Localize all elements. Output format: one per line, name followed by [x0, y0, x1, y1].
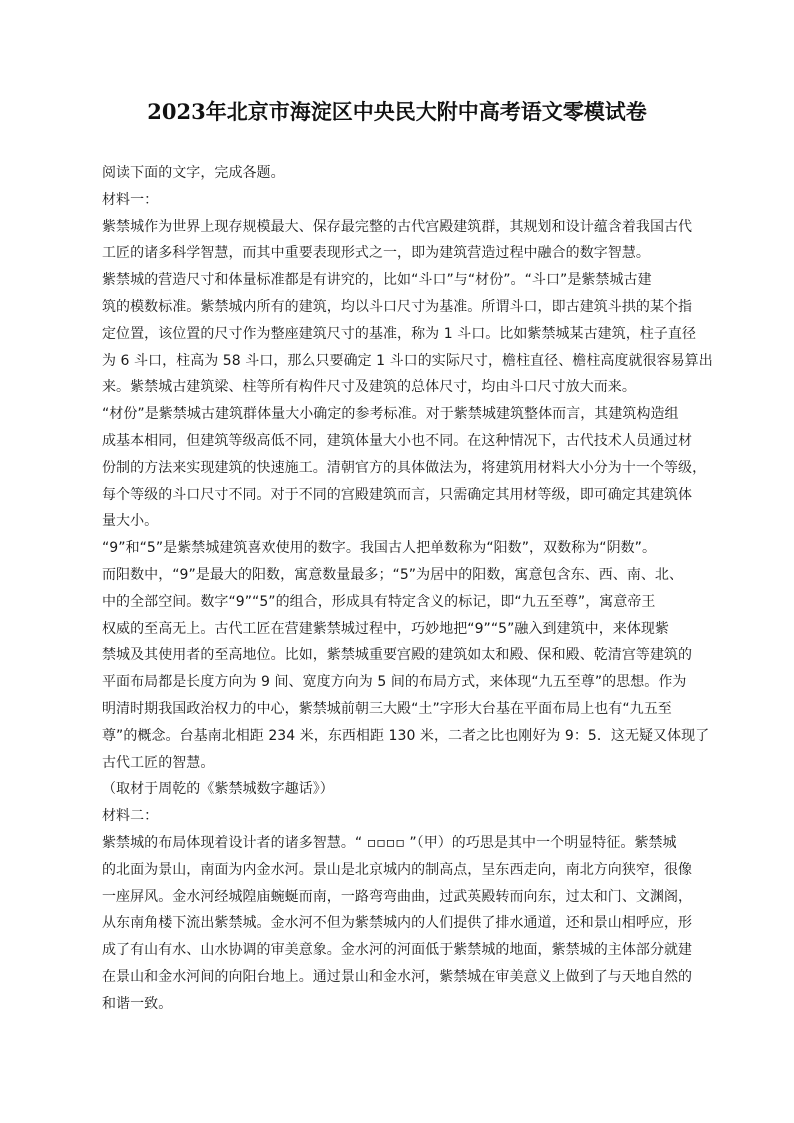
text-line: 量大小。: [102, 513, 159, 530]
text-line: 筑的模数标准。紫禁城内所有的建筑，均以斗口尺寸为基准。所谓斗口，即古建筑斗拱的某个指: [102, 298, 693, 315]
text-line: 中的全部空间。数字“9”“5”的组合，形成具有特定含义的标记，即“九五至尊”，寓意帝王: [102, 593, 656, 610]
document-title: 2023年北京市海淀区中央民大附中高考语文零模试卷: [147, 99, 647, 124]
text-line: 来。紫禁城古建筑梁、柱等所有构件尺寸及建筑的总体尺寸，均由斗口尺寸放大而来。: [102, 379, 636, 396]
text-line: 定位置，该位置的尺寸作为整座建筑尺寸的基准，称为 1 斗口。比如紫禁城某古建筑，柱子直径: [102, 325, 697, 342]
text-line: 一座屏风。金水河经城隍庙蜿蜒而南，一路弯弯曲曲，过武英殿转而向东，过太和门、文渊阁，: [102, 888, 693, 905]
text-line: “9”和“5”是紫禁城建筑喜欢使用的数字。我国古人把单数称为“阳数”，双数称为“阴数”。: [102, 540, 657, 557]
text-line: 紫禁城的布局体现着设计者的诸多智慧。“ ▫▫▫▫ ”（甲）的巧思是其中一个明显特征。紫禁城: [102, 834, 677, 851]
text-line: 而阳数中，“9”是最大的阳数，寓意数量最多；“5”为居中的阳数，寓意包含东、西、南、北、: [102, 566, 684, 583]
text-line: 从东南角楼下流出紫禁城。金水河不但为紫禁城内的人们提供了排水通道，还和景山相呼应，形: [102, 915, 693, 932]
text-line: （取材于周乾的《紫禁城数字趣话》）: [102, 781, 334, 798]
document-body: [102, 160, 713, 1018]
text-line: 明清时期我国政治权力的中心，紫禁城前朝三大殿“土”字形大台基在平面布局上也有“九五至: [102, 700, 672, 717]
text-line: 尊”的概念。台基南北相距 234 米，东西相距 130 米，二者之比也刚好为 9：5．这无疑又体现了: [102, 727, 710, 744]
text-line: 成了有山有水、山水协调的审美意象。金水河的河面低于紫禁城的地面，紫禁城的主体部分就建: [102, 942, 693, 959]
text-line: 古代工匠的智慧。: [102, 754, 215, 771]
text-line: 紫禁城作为世界上现存规模最大、保存最完整的古代宫殿建筑群，其规划和设计蕴含着我国古代: [102, 218, 693, 235]
text-line: 份制的方法来实现建筑的快速施工。清朝官方的具体做法为，将建筑用材料大小分为十一个等级，: [102, 459, 707, 476]
text-line: 和谐一致。: [102, 995, 173, 1012]
text-line: 材料一：: [102, 191, 159, 208]
text-line: 为 6 斗口，柱高为 58 斗口，那么只要确定 1 斗口的实际尺寸，檐柱直径、檐柱高度就很容易算出: [102, 352, 713, 369]
text-line: 工匠的诸多科学智慧，而其中重要表现形式之一，即为建筑营造过程中融合的数字智慧。: [102, 245, 650, 262]
text-line: “材份”是紫禁城古建筑群体量大小确定的参考标准。对于紫禁城建筑整体而言，其建筑构造组: [102, 406, 679, 423]
text-line: 平面布局都是长度方向为 9 间、宽度方向为 5 间的布局方式，来体现“九五至尊”的思想。作为: [102, 674, 687, 691]
text-line: 每个等级的斗口尺寸不同。对于不同的宫殿建筑而言，只需确定其用材等级，即可确定其建筑体: [102, 486, 693, 503]
text-line: 禁城及其使用者的至高地位。比如，紫禁城重要宫殿的建筑如太和殿、保和殿、乾清宫等建筑的: [102, 647, 693, 664]
text-line: 材料二：: [102, 808, 159, 825]
text-line: 在景山和金水河间的向阳台地上。通过景山和金水河，紫禁城在审美意义上做到了与天地自然的: [102, 968, 693, 985]
text-line: 的北面为景山，南面为内金水河。景山是北京城内的制高点，呈东西走向，南北方向狭窄，很像: [102, 861, 693, 878]
text-line: 权威的至高无上。古代工匠在营建紫禁城过程中，巧妙地把“9”“5”融入到建筑中，来体现紫: [102, 620, 669, 637]
text-line: 成基本相同，但建筑等级高低不同，建筑体量大小也不同。在这种情况下，古代技术人员通过材: [102, 432, 693, 449]
text-line: 阅读下面的文字，完成各题。: [102, 165, 285, 181]
text-line: 紫禁城的营造尺寸和体量标准都是有讲究的，比如“斗口”与“材份”。“斗口”是紫禁城古建: [102, 272, 652, 289]
